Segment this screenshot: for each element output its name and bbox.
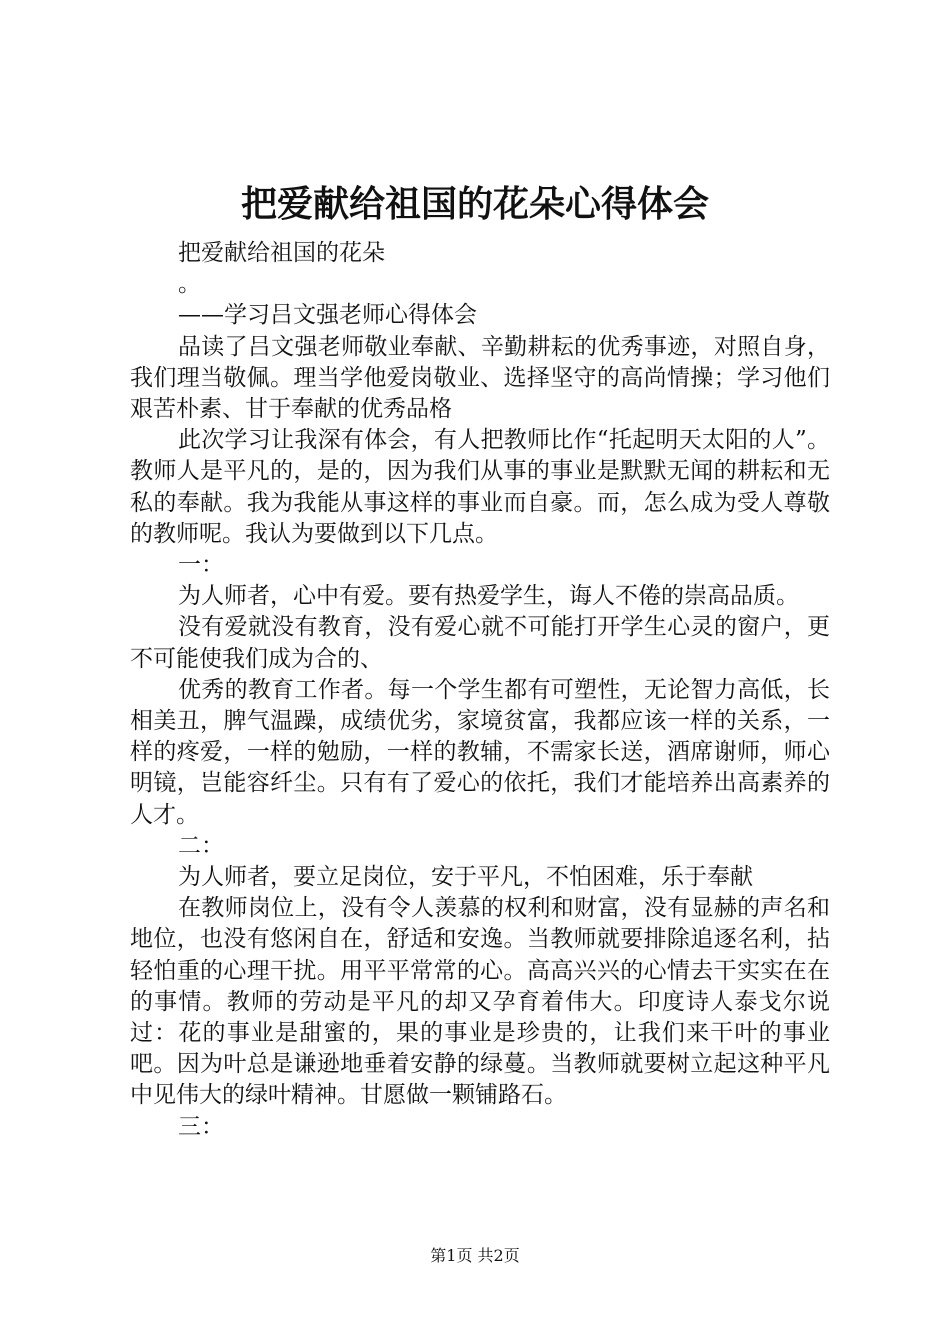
- section-heading-two: 二：: [178, 832, 224, 859]
- paragraph-point-two: 为人师者，要立足岗位，安于平凡，不怕困难，乐于奉献: [178, 864, 753, 891]
- paragraph-byline: ——学习吕文强老师心得体会: [178, 302, 477, 329]
- section-heading-three: 三：: [178, 1113, 224, 1140]
- paragraph-subtitle: 把爱献给祖国的花朵: [178, 240, 385, 266]
- paragraph-teacher-post: 在教师岗位上，没有令人羡慕的权利和财富，没有显赫的声名和地位，也没有悠闲自在，舒适和安逸。当教师就要排除追逐名利，拈轻怕重的心理干扰。用平平常常的心。高高兴兴的心情去干实实在在的事情。教师的劳动是平凡的却又孕育着伟大。印度诗人泰戈尔说过：花的事业是甜蜜的，果的事业是珍贵的，让我们来干叶的事业吧。因为叶总是谦逊地垂着安静的绿蔓。当教师就要树立起这种平凡中见伟大的绿叶精神。甘愿做一颗铺路石。: [130, 895, 830, 1109]
- section-heading-one: 一：: [178, 552, 224, 579]
- paragraph-point-one: 为人师者，心中有爱。要有热爱学生，诲人不倦的崇高品质。: [178, 583, 799, 610]
- document-body: [130, 238, 830, 1143]
- paragraph-period: 。: [178, 271, 201, 298]
- paragraph-intro: 品读了吕文强老师敬业奉献、辛勤耕耘的优秀事迹，对照自身，我们理当敬佩。理当学他爱岗敬业、选择坚守的高尚情操；学习他们艰苦朴素、甘于奉献的优秀品格: [130, 333, 830, 423]
- page-number-footer: 第1页 共2页: [430, 1246, 520, 1265]
- paragraph-reflection: 此次学习让我深有体会，有人把教师比作“托起明天太阳的人”。教师人是平凡的，是的，因为我们从事的事业是默默无闻的耕耘和无私的奉献。我为我能从事这样的事业而自豪。而，怎么成为受人尊敬的教师呢。我认为要做到以下几点。: [130, 427, 830, 547]
- paragraph-love-education: 没有爱就没有教育，没有爱心就不可能打开学生心灵的窗户，更不可能使我们成为合的、: [130, 614, 830, 672]
- document-title: 把爱献给祖国的花朵心得体会: [240, 183, 709, 225]
- paragraph-excellent-educator: 优秀的教育工作者。每一个学生都有可塑性，无论智力高低，长相美丑，脾气温躁，成绩优劣，家境贫富，我都应该一样的关系，一样的疼爱，一样的勉励，一样的教辅，不需家长送，酒席谢师，师心明镜，岂能容纤尘。只有有了爱心的依托，我们才能培养出高素养的人才。: [130, 676, 830, 828]
